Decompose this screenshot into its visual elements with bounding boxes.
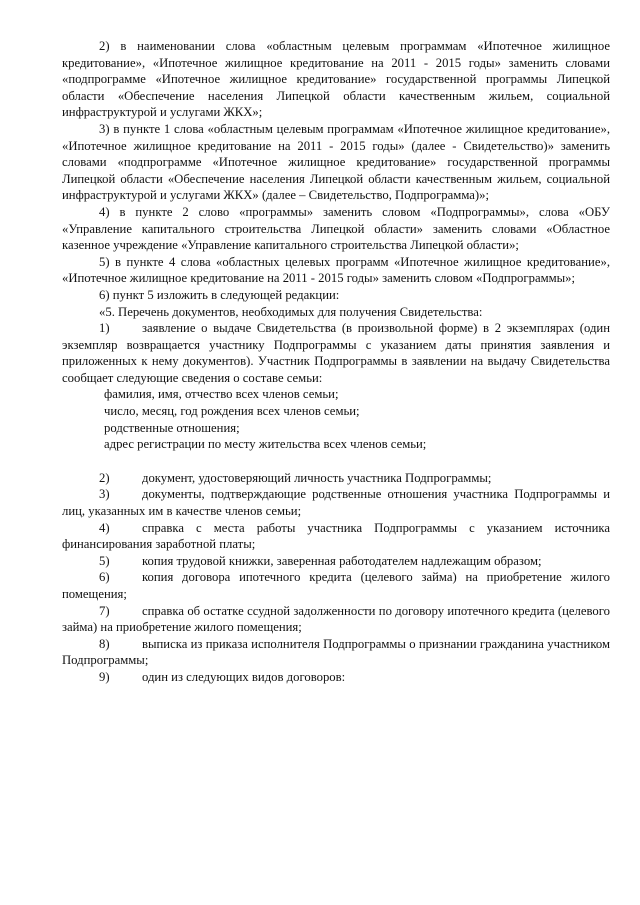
paragraph-amendment-2: 2) в наименовании слова «областным целевым программам «Ипотечное жилищное кредитование», «Ипотечное жилищное кредитование на 2011 - 2015 годы» заменить словами «подпрограмме «Ипотечное жилищное кредитование» государственной программы Липецкой области «Обеспечение населения Липецкой области качественным жильем, социальной инфраструктурой и услугами ЖКХ»; — [62, 39, 610, 120]
spacer — [62, 453, 610, 470]
family-info-item: фамилия, имя, отчество всех членов семьи; — [104, 387, 339, 402]
list-item-6 — [62, 569, 610, 602]
paragraph-amendment-3: 3) в пункте 1 слова «областным целевым программам «Ипотечное жилищное кредитование», «Ипотечное жилищное кредитование на 2011 - 2015 годы» (далее - Свидетельство)» заменить словами «подпрограмме «Ипотечное жилищное кредитование» государственной программы Липецкой области «Обеспечение населения Липецкой области качественным жильем, социальной инфраструктурой и услугами ЖКХ» (далее – Свидетельство, Подпрограмма)»; — [62, 121, 610, 203]
list-item-number: 7) — [99, 603, 110, 618]
list-item-text: справка об остатке ссудной задолженности по договору ипотечного кредита (целевого займа) на приобретение жилого помещения; — [62, 603, 610, 635]
list-item-number: 5) — [99, 553, 110, 568]
list-item-number: 3) — [99, 487, 110, 502]
paragraph-documents-heading: «5. Перечень документов, необходимых для получения Свидетельства: — [99, 304, 483, 319]
list-item-text: выписка из приказа исполнителя Подпрограммы о признании гражданина участником Подпрограммы; — [62, 636, 610, 668]
list-item-8 — [62, 636, 610, 669]
list-item-text: документы, подтверждающие родственные отношения участника Подпрограммы и лиц, указанных им в качестве членов семьи; — [62, 487, 610, 519]
list-item-3 — [62, 486, 610, 519]
list-item-text: заявление о выдаче Свидетельства (в произвольной форме) в 2 экземплярах (один экземпляр возвращается участнику Подпрограммы с указанием даты принятия заявления и приложенных к нему документов). Участник Подпрограммы в заявлении на выдачу Свидетельства сообщает следующие сведения о составе семьи: — [62, 321, 610, 385]
document-page — [62, 38, 610, 686]
paragraph-amendment-4: 4) в пункте 2 слово «программы» заменить словом «Подпрограммы», слова «ОБУ «Управление капитального строительства Липецкой области» заменить словами «Областное казенное учреждение «Управление капитального строительства Липецкой области»; — [62, 204, 610, 253]
list-item-text: справка с места работы участника Подпрограммы с указанием источника финансирования заработной платы; — [62, 520, 610, 552]
family-info-item: число, месяц, год рождения всех членов семьи; — [104, 404, 360, 419]
list-item-1 — [62, 320, 610, 386]
family-info-item: адрес регистрации по месту жительства всех членов семьи; — [104, 437, 427, 452]
list-item-9 — [62, 669, 610, 686]
list-item-number: 2) — [99, 470, 110, 485]
list-item-number: 4) — [99, 520, 110, 535]
list-item-number: 6) — [99, 570, 110, 585]
list-item-number: 9) — [99, 669, 110, 684]
list-item-text: копия договора ипотечного кредита (целевого займа) на приобретение жилого помещения; — [62, 570, 610, 601]
list-item-text: один из следующих видов договоров: — [142, 669, 346, 684]
list-item-text: копия трудовой книжки, заверенная работодателем надлежащим образом; — [142, 553, 542, 568]
list-item-2 — [62, 470, 610, 487]
list-item-number: 1) — [99, 321, 110, 336]
list-item-7 — [62, 603, 610, 636]
list-item-5 — [62, 553, 610, 570]
list-item-4 — [62, 520, 610, 553]
list-item-text: документ, удостоверяющий личность участника Подпрограммы; — [142, 470, 492, 485]
paragraph-amendment-6: 6) пункт 5 изложить в следующей редакции: — [99, 287, 340, 302]
family-info-item: родственные отношения; — [104, 420, 240, 435]
list-item-number: 8) — [99, 636, 110, 651]
paragraph-amendment-5: 5) в пункте 4 слова «областных целевых программ «Ипотечное жилищное кредитование», «Ипотечное жилищное кредитование на 2011 - 2015 годы» заменить словом «Подпрограммы»; — [62, 254, 610, 286]
